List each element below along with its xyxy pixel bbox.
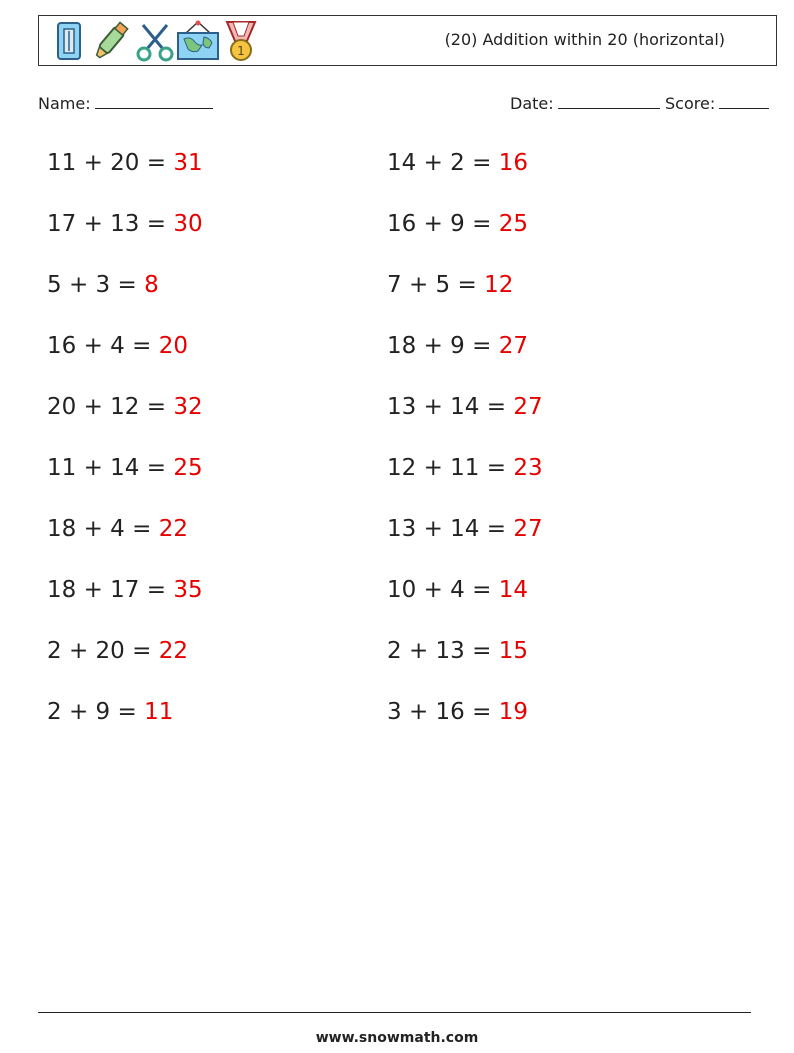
problem-right-4 xyxy=(387,332,528,360)
score-blank[interactable] xyxy=(719,94,769,109)
problem-answer: 20 xyxy=(158,333,188,359)
problem-expression: 2 + 9 = xyxy=(47,699,145,725)
problem-left-1 xyxy=(47,149,203,177)
problem-expression: 14 + 2 = xyxy=(387,150,499,176)
sharpener-icon xyxy=(47,19,91,63)
problem-answer: 31 xyxy=(173,150,203,176)
problem-expression: 5 + 3 = xyxy=(47,272,145,298)
header-box xyxy=(38,15,777,66)
problem-expression: 2 + 20 = xyxy=(47,638,159,664)
footer-rule xyxy=(38,1012,751,1013)
problem-left-5 xyxy=(47,393,203,421)
problem-expression: 13 + 14 = xyxy=(387,394,514,420)
problem-left-9 xyxy=(47,637,188,665)
problem-answer: 15 xyxy=(498,638,528,664)
problem-expression: 18 + 4 = xyxy=(47,516,159,542)
problem-answer: 12 xyxy=(484,272,514,298)
problem-expression: 20 + 12 = xyxy=(47,394,174,420)
map-board-icon xyxy=(176,19,220,63)
problem-right-2 xyxy=(387,210,528,238)
problem-expression: 17 + 13 = xyxy=(47,211,174,237)
problem-right-6 xyxy=(387,454,543,482)
problem-expression: 16 + 4 = xyxy=(47,333,159,359)
problem-answer: 19 xyxy=(498,699,528,725)
problem-answer: 27 xyxy=(498,333,528,359)
problem-answer: 25 xyxy=(173,455,203,481)
name-label: Name: xyxy=(38,94,91,113)
score-label: Score: xyxy=(665,94,716,113)
name-blank[interactable] xyxy=(95,94,213,109)
name-field[interactable] xyxy=(38,94,213,113)
footer-url: www.snowmath.com xyxy=(315,1030,479,1046)
problem-right-3 xyxy=(387,271,513,299)
problem-expression: 16 + 9 = xyxy=(387,211,499,237)
problem-answer: 8 xyxy=(144,272,159,298)
problem-left-6 xyxy=(47,454,203,482)
problem-expression: 18 + 17 = xyxy=(47,577,174,603)
problem-answer: 35 xyxy=(173,577,203,603)
problem-answer: 27 xyxy=(513,394,543,420)
problem-answer: 16 xyxy=(498,150,528,176)
problem-expression: 11 + 14 = xyxy=(47,455,174,481)
problem-expression: 7 + 5 = xyxy=(387,272,485,298)
problem-expression: 13 + 14 = xyxy=(387,516,514,542)
problem-right-10 xyxy=(387,698,528,726)
problem-expression: 11 + 20 = xyxy=(47,150,174,176)
problem-answer: 22 xyxy=(158,516,188,542)
problem-expression: 10 + 4 = xyxy=(387,577,499,603)
worksheet-title: (20) Addition within 20 (horizontal) xyxy=(444,30,725,49)
problem-answer: 32 xyxy=(173,394,203,420)
scissors-icon xyxy=(133,19,177,63)
problem-expression: 3 + 16 = xyxy=(387,699,499,725)
problem-answer: 14 xyxy=(498,577,528,603)
problem-answer: 27 xyxy=(513,516,543,542)
problem-expression: 2 + 13 = xyxy=(387,638,499,664)
problem-expression: 18 + 9 = xyxy=(387,333,499,359)
problem-right-8 xyxy=(387,576,528,604)
date-label: Date: xyxy=(510,94,554,113)
problem-answer: 22 xyxy=(158,638,188,664)
score-field[interactable] xyxy=(665,94,769,113)
date-blank[interactable] xyxy=(558,94,660,109)
problem-left-10 xyxy=(47,698,173,726)
problem-left-7 xyxy=(47,515,188,543)
problem-answer: 30 xyxy=(173,211,203,237)
highlighter-icon xyxy=(89,19,133,63)
svg-text:1: 1 xyxy=(237,44,245,58)
problem-left-2 xyxy=(47,210,203,238)
problem-expression: 12 + 11 = xyxy=(387,455,514,481)
problem-left-3 xyxy=(47,271,159,299)
problem-left-8 xyxy=(47,576,203,604)
medal-icon xyxy=(219,19,263,63)
problem-answer: 23 xyxy=(513,455,543,481)
problem-right-5 xyxy=(387,393,543,421)
problem-right-1 xyxy=(387,149,528,177)
date-field[interactable] xyxy=(510,94,660,113)
problem-left-4 xyxy=(47,332,188,360)
problem-right-7 xyxy=(387,515,543,543)
problem-right-9 xyxy=(387,637,528,665)
problem-answer: 11 xyxy=(144,699,174,725)
problem-answer: 25 xyxy=(498,211,528,237)
